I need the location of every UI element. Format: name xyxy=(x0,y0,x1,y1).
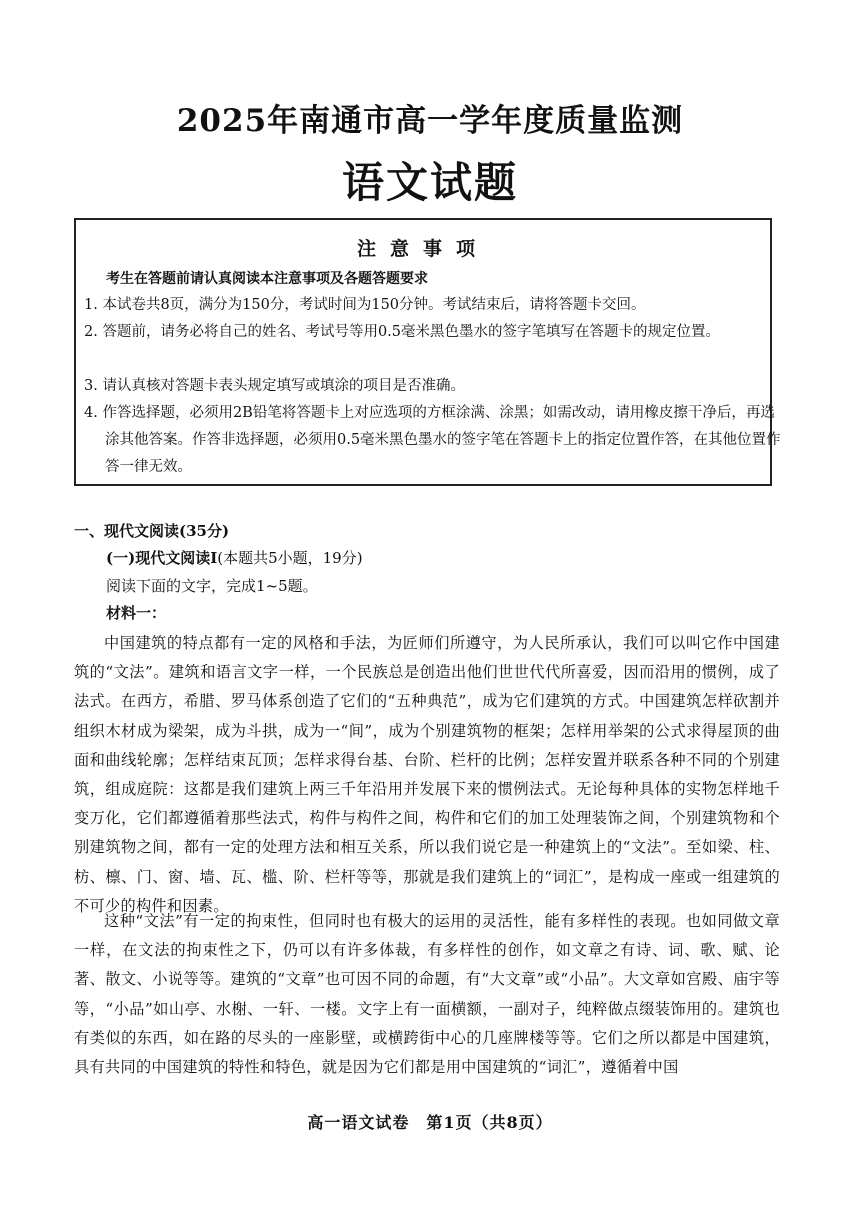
reading-instruction: 阅读下面的文字，完成1~5题。 xyxy=(106,577,318,595)
notice-item-3: 3. 请认真核对答题卡表头规定填写或填涂的项目是否准确。 xyxy=(84,378,465,394)
exam-title: 2025年南通市高一学年度质量监测 xyxy=(176,103,684,139)
section-heading: 一、现代文阅读(35分) xyxy=(74,522,230,540)
notice-item-4: 4. 作答选择题，必须用2B铅笔将答题卡上对应选项的方框涂满、涂黑；如需改动，请用橡皮擦干净后，再选涂其他答案。作答非选择题，必须用0.5毫米黑色墨水的签字笔在答题卡上的指定位置作答，在其他位置作答一律无效。 xyxy=(84,405,781,475)
material-label: 材料一： xyxy=(106,604,167,622)
page-footer: 高一语文试卷 第1页（共8页） xyxy=(307,1113,553,1132)
notice-title: 注意事项 xyxy=(356,238,489,260)
notice-box xyxy=(74,218,781,486)
sub-section-note: (本题共5小题，19分) xyxy=(217,549,363,567)
passage-paragraph-1: 中国建筑的特点都有一定的风格和手法，为匠师们所遵守，为人民所承认，我们可以叫它作中国建筑的“文法”。建筑和语言文字一样，一个民族总是创造出他们世世代代所喜爱，因而沿用的惯例，成了法式。在西方，希腊、罗马体系创造了它们的“五种典范”，成为它们建筑的方式。中国建筑怎样砍割并组织木材成为梁架，成为斗拱，成为一“间”，成为个别建筑物的框架；怎样用举架的公式求得屋顶的曲面和曲线轮廓；怎样结束瓦顶；怎样求得台基、台阶、栏杆的比例；怎样安置并联系各种不同的个别建筑，组成庭院：这都是我们建筑上两三千年沿用并发展下来的惯例法式。无论每种具体的实物怎样地千变万化，它们都遵循着那些法式，构件与构件之间，构件和它们的加工处理装饰之间，个别建筑物和个别建筑物之间，都有一定的处理方法和相互关系，所以我们说它是一种建筑上的“文法”。至如梁、柱、枋、檩、门、窗、墙、瓦、槛、阶、栏杆等等，那就是我们建筑上的“词汇”，是构成一座或一组建筑的不可少的构件和因素。 xyxy=(74,634,780,915)
sub-section-label: (一)现代文阅读Ⅰ xyxy=(106,549,218,567)
passage-paragraph-2: 这种“文法”有一定的拘束性，但同时也有极大的运用的灵活性，能有多样性的表现。也如同做文章一样，在文法的拘束性之下，仍可以有许多体裁，有多样性的创作，如文章之有诗、词、歌、赋、论著、散文、小说等等。建筑的“文章”也可因不同的命题，有“大文章”或“小品”。大文章如宫殿、庙宇等等，“小品”如山亭、水榭、一轩、一楼。文字上有一面横额，一副对子，纯粹做点缀装饰用的。建筑也有类似的东西，如在路的尽头的一座影壁，或横跨街中心的几座牌楼等等。它们之所以都是中国建筑，具有共同的中国建筑的特性和特色，就是因为它们都是用中国建筑的“词汇”，遵循着中国 xyxy=(74,912,780,1077)
notice-item-2: 2. 答题前，请务必将自己的姓名、考试号等用0.5毫米黑色墨水的签字笔填写在答题卡的规定位置。 xyxy=(84,324,720,340)
sub-section-heading xyxy=(106,547,363,568)
subject-title: 语文试题 xyxy=(341,158,518,207)
notice-subtitle: 考生在答题前请认真阅读本注意事项及各题答题要求 xyxy=(106,271,428,287)
notice-item-1: 1. 本试卷共8页，满分为150分，考试时间为150分钟。考试结束后，请将答题卡交回。 xyxy=(84,297,646,313)
